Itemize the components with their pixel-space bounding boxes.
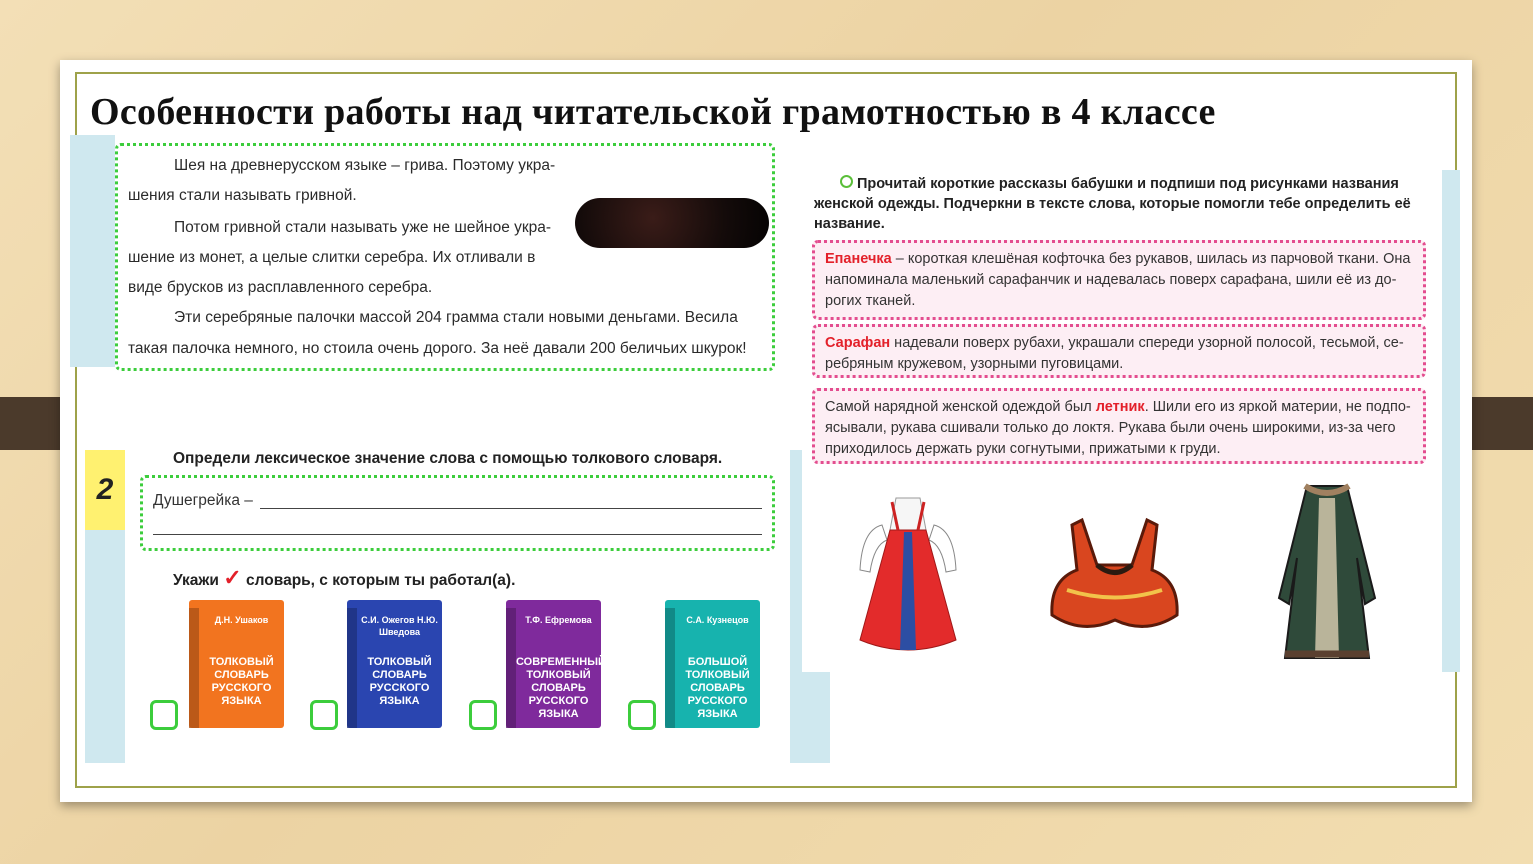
silver-ingot-image: [575, 198, 769, 248]
book-author: С.А. Кузнецов: [686, 615, 749, 625]
book-spine: [189, 608, 199, 728]
story-text: . Шили его из яркой материи, не подпо-ясывали, рукава сшивали только до локтя. Рукава были очень широкими, из-за чего приходилось держать руки согнутыми, прижатыми к груди.: [825, 399, 1411, 457]
story-text: Самой нарядной женской одеждой был: [825, 399, 1096, 415]
book-author: Т.Ф. Ефремова: [525, 615, 592, 625]
story-text: – короткая клешёная кофточка без рукавов, шилась из парчовой ткани. Она напоминала маленький сарафанчик и надевалась поверх сарафана, шили её из до-рогих тканей.: [825, 251, 1411, 309]
story-keyword: Сарафан: [825, 335, 891, 351]
epanechka-image: [1047, 510, 1182, 640]
panel-side-stripe: [70, 135, 115, 367]
task3-instruction: [814, 174, 1426, 234]
book-title: ТОЛКОВЫЙ СЛОВАРЬ РУССКОГО ЯЗЫКА: [209, 656, 274, 707]
book-efremova: [506, 600, 606, 728]
answer-frame: [140, 475, 775, 551]
checkmark-icon: ✓: [223, 565, 242, 590]
word-label: Душегрейка –: [153, 492, 253, 509]
story-keyword: летник: [1095, 399, 1145, 415]
panel-side-stripe: [1442, 170, 1460, 672]
text-line: Шея на древнерусском языке – грива. Поэтому укра-: [174, 157, 556, 174]
checkbox-kuznetsov[interactable]: [628, 700, 656, 730]
text-line: виде брусков из расплавленного серебра.: [128, 279, 433, 296]
text-line: шение из монет, а целые слитки серебра. Их отливали в: [128, 249, 536, 266]
sarafan-image: [852, 490, 964, 666]
bullet-icon: [840, 175, 853, 188]
answer-line[interactable]: [153, 534, 762, 535]
book-author: Д.Н. Ушаков: [214, 615, 269, 625]
instruction-suffix: словарь, с которым ты работал(а).: [246, 572, 516, 589]
text-panel: [70, 135, 797, 367]
book-spine: [347, 608, 357, 728]
book-title: ТОЛКОВЫЙ СЛОВАРЬ РУССКОГО ЯЗЫКА: [367, 656, 432, 707]
instruction-prefix: Укажи: [173, 572, 219, 589]
book-ushakov: [189, 600, 284, 728]
text-line: такая палочка немного, но стоила очень дорого. За неё давали 200 беличьих шкурок!: [128, 340, 747, 357]
answer-line[interactable]: [260, 508, 762, 509]
book-title: СОВРЕМЕННЫЙ ТОЛКОВЫЙ СЛОВАРЬ РУССКОГО ЯЗЫКА: [516, 656, 606, 720]
text-line: шения стали называть гривной.: [128, 187, 357, 204]
task-number: 2: [85, 450, 125, 530]
story-epanechka: [812, 240, 1426, 320]
checkbox-ozhegov[interactable]: [310, 700, 338, 730]
task2-heading: Определи лексическое значение слова с помощью толкового словаря.: [173, 450, 723, 467]
slide-title: Особенности работы над читательской грамотностью в 4 классе: [90, 91, 1216, 133]
task3-instruction-text: Прочитай короткие рассказы бабушки и подпиши под рисунками названия женской одежды. Подчеркни в тексте слова, которые помогли тебе определить её название.: [814, 176, 1411, 232]
slide: [60, 60, 1472, 802]
text-line: Эти серебряные палочки массой 204 грамма стали новыми деньгами. Весила: [174, 309, 738, 326]
book-spine: [506, 608, 516, 728]
book-ozhegov: [347, 600, 442, 728]
story-keyword: Епанечка: [825, 251, 892, 267]
story-text: надевали поверх рубахи, украшали спереди узорной полосой, тесьмой, се-ребряным кружевом, узорными пуговицами.: [825, 335, 1404, 372]
instruction: [173, 565, 515, 591]
book-title: БОЛЬШОЙ ТОЛКОВЫЙ СЛОВАРЬ РУССКОГО ЯЗЫКА: [685, 656, 750, 720]
checkbox-efremova[interactable]: [469, 700, 497, 730]
letnik-image: [1277, 478, 1377, 668]
book-kuznetsov: [665, 600, 760, 728]
book-spine: [665, 608, 675, 728]
story-letnik: [812, 388, 1426, 464]
task3-panel: [802, 170, 1460, 672]
checkbox-ushakov[interactable]: [150, 700, 178, 730]
text-line: Потом гривной стали называть уже не шейное укра-: [174, 219, 552, 236]
story-sarafan: [812, 324, 1426, 378]
book-author: С.И. Ожегов Н.Ю. Шведова: [361, 615, 438, 637]
